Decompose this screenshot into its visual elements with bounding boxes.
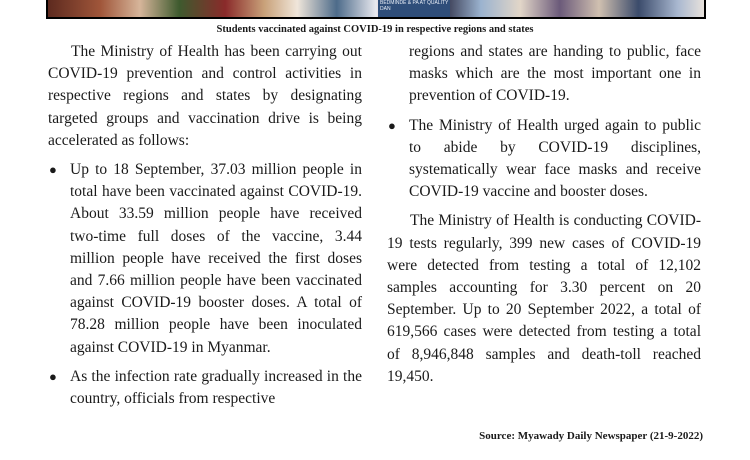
- right-bullet-list: [387, 41, 701, 203]
- intro-paragraph: The Ministry of Health has been carrying out COVID-19 prevention and control activities in respective regions and states by designating targeted groups and vaccination drive is being accelerated as follows:: [48, 43, 362, 149]
- left-bullet-list: [48, 159, 362, 410]
- closing-paragraph: The Ministry of Health is conducting COVID-19 tests regularly, 399 new cases of COVID-19 were detected from testing a total of 12,102 samples accounting for 3.30 percent on 20 September. Up to 20 September 2022, a total of 619,566 cases were detected from testing a total of 8,946,848 samples and death-toll reached 19,450.: [387, 212, 701, 385]
- right-column: [387, 41, 701, 388]
- source-credit: Source: Myawady Daily Newspaper (21-9-2022): [479, 430, 703, 442]
- list-item: [48, 159, 362, 359]
- bullet-text: regions and states are handing to public, face masks which are the most important one in prevention of COVID-19.: [409, 43, 701, 105]
- list-item: [48, 366, 362, 410]
- bullet-icon: ●: [388, 117, 396, 133]
- bullet-text: Up to 18 September, 37.03 million people in total have been vaccinated against COVID-19. About 33.59 million people have received two-time full doses of the vaccine, 3.44 million people have received the first doses and 7.66 million people have been vaccinated against COVID-19 booster doses. A total of 78.28 million people have been inoculated against COVID-19 in Myanmar.: [70, 161, 362, 356]
- list-item: [387, 115, 701, 204]
- bullet-icon: ●: [49, 162, 57, 178]
- bullet-text: As the infection rate gradually increased in the country, officials from respective: [70, 367, 362, 408]
- bullet-icon: ●: [49, 368, 57, 384]
- left-column: [48, 41, 362, 410]
- photo-banner: BEDMINDE & PA AT QUALITY DAN: [378, 0, 450, 17]
- list-item-continuation: [387, 41, 701, 108]
- vaccination-photo: [46, 0, 706, 19]
- bullet-text: The Ministry of Health urged again to public to abide by COVID-19 disciplines, systematically wear face masks and receive COVID-19 vaccine and booster doses.: [409, 116, 701, 201]
- photo-caption: Students vaccinated against COVID-19 in respective regions and states: [216, 24, 534, 35]
